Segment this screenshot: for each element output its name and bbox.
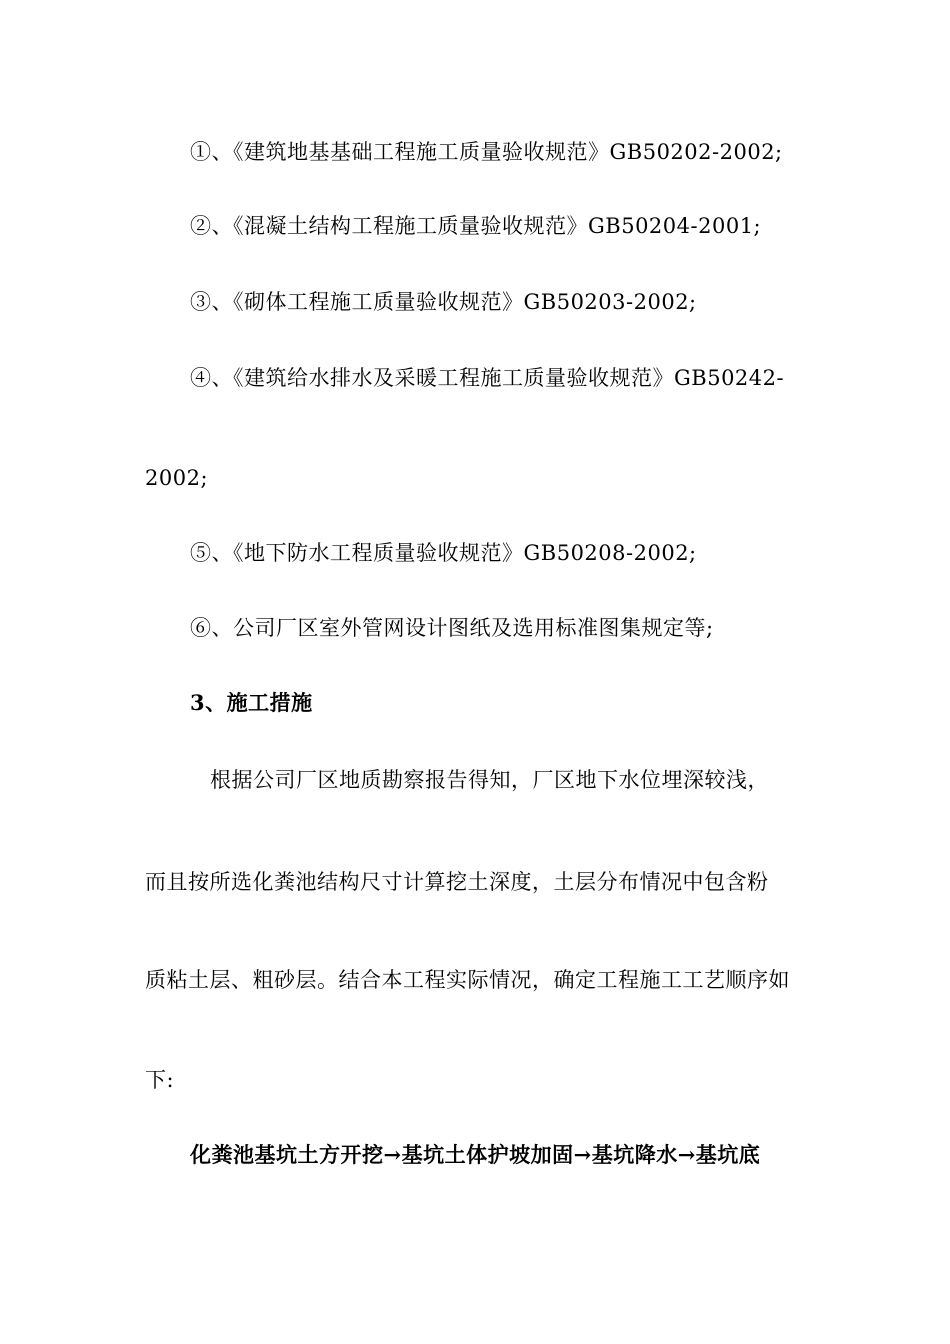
paragraph-line-2: 而且按所选化粪池结构尺寸计算挖土深度，土层分布情况中包含粉 [145, 870, 769, 894]
paragraph-line-1: 根据公司厂区地质勘察报告得知，厂区地下水位埋深较浅， [210, 768, 769, 792]
standard-item-6: ⑥、公司厂区室外管网设计图纸及选用标准图集规定等; [190, 616, 714, 640]
standard-item-4-continuation: 2002; [145, 466, 209, 490]
paragraph-line-4: 下: [145, 1068, 175, 1092]
standard-item-1: ①、《建筑地基基础工程施工质量验收规范》GB50202-2002; [190, 140, 783, 164]
standard-item-2: ②、《混凝土结构工程施工质量验收规范》GB50204-2001; [190, 214, 762, 238]
standard-item-4: ④、《建筑给水排水及采暖工程施工质量验收规范》GB50242- [190, 366, 785, 390]
paragraph-line-3: 质粘土层、粗砂层。结合本工程实际情况，确定工程施工工艺顺序如 [145, 968, 790, 992]
standard-item-3: ③、《砌体工程施工质量验收规范》GB50203-2002; [190, 290, 697, 314]
section-heading: 3、施工措施 [190, 690, 313, 715]
standard-item-5: ⑤、《地下防水工程质量验收规范》GB50208-2002; [190, 541, 697, 565]
process-sequence-line: 化粪池基坑土方开挖→基坑土体护坡加固→基坑降水→基坑底 [190, 1142, 761, 1167]
